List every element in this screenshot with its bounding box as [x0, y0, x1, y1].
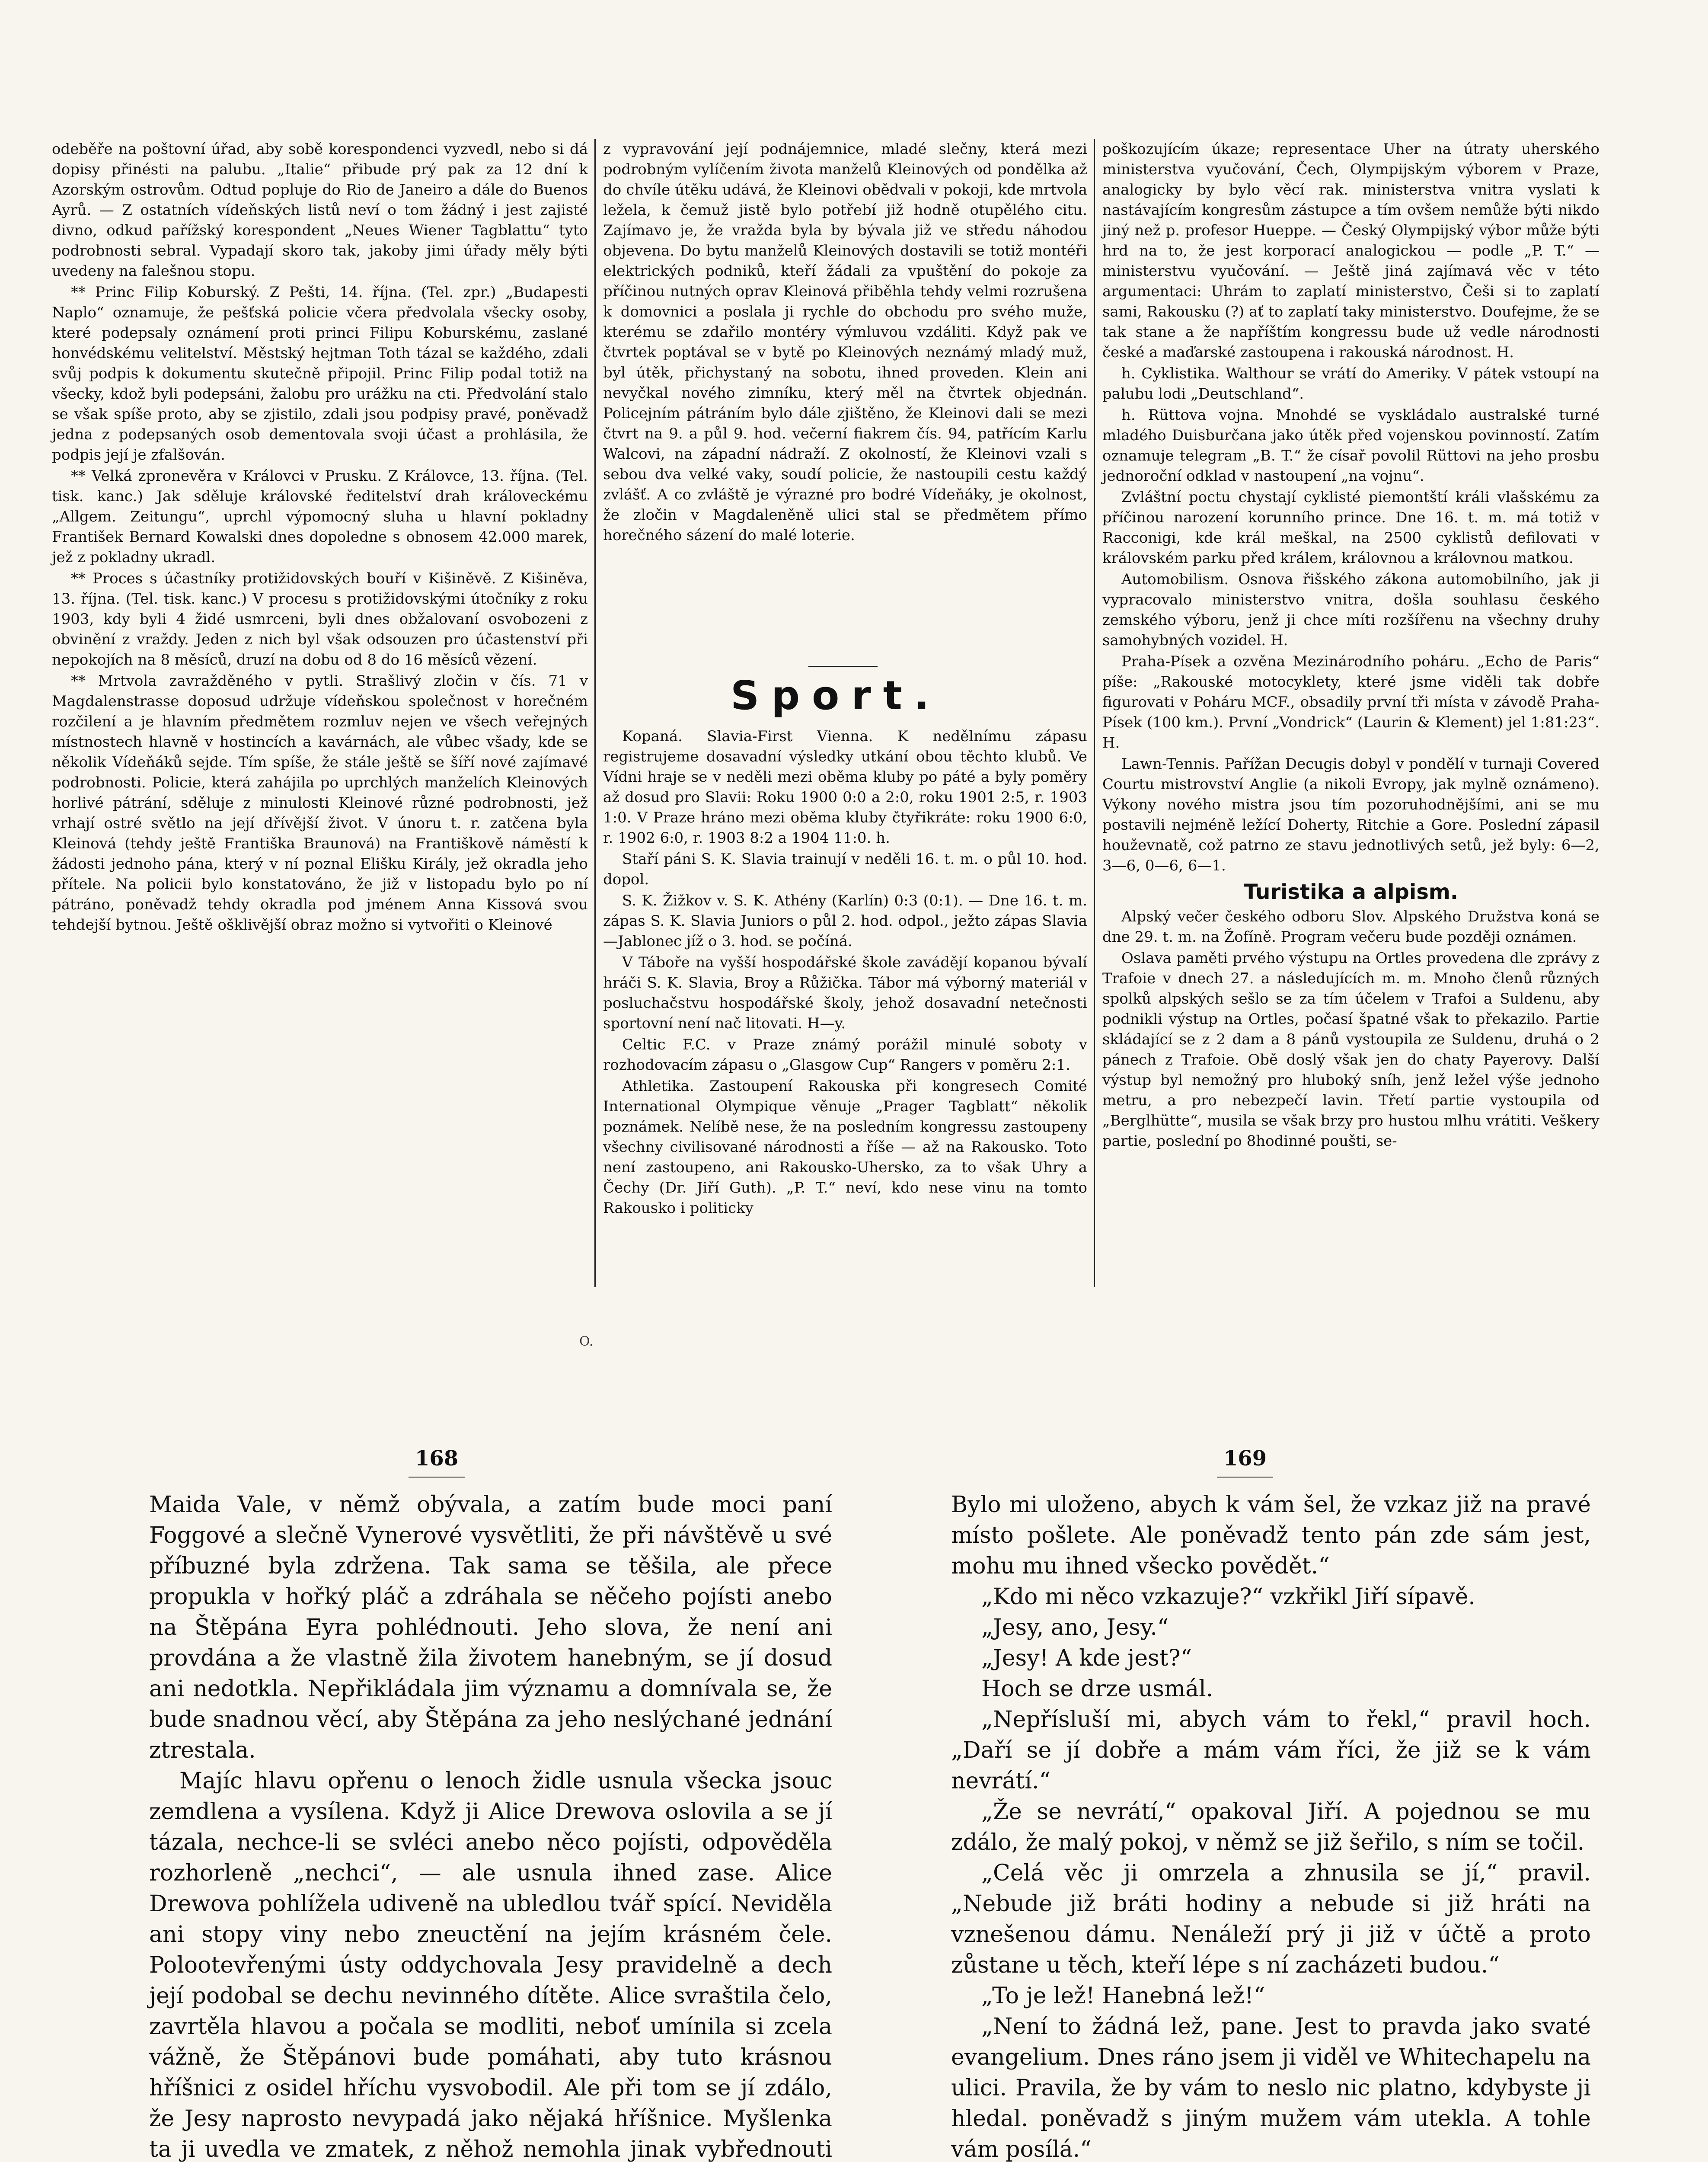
article-paragraph: h. Cyklistika. Walthour se vrátí do Ameriky. V pátek vstoupí na palubu lodi „Deutschland“. — [1102, 365, 1599, 403]
turistika-heading: Turistika a alpism. — [1243, 880, 1459, 904]
article-paragraph: h. Rüttova vojna. Mnohdé se vyskládalo australské turné mladého Duisburčana jako útěk před vojenskou povinností. Zatím oznamuje telegram „B. T.“ že císař povolil Rüttovi na jeho prosbu jednoroční odklad v nastoupení „na vojnu“. — [1102, 406, 1599, 485]
page-number-rule — [1217, 1477, 1273, 1478]
book-paragraph: „Nepřísluší mi, abych vám to řekl,“ pravil hoch. „Daří se jí dobře a mám vám říci, že již se k vám nevrátí.“ — [951, 1707, 1591, 1794]
section-divider — [808, 666, 878, 667]
book-paragraph: „Kdo mi něco vzkazuje?“ vzkřikl Jiří sípavě. — [981, 1584, 1475, 1610]
article-paragraph: Lawn-Tennis. Pařížan Decugis dobyl v pondělí v turnaji Covered Courtu mistrovství Anglie (a nikoli Evropy, jak mylně oznámeno). Výkony nového mistra jsou tím pozoruhodnějšími, ani se mu postavili nejméně ležící Doherty, Ritchie a Gore. Poslední zápasil houževnatě, což patrno ze stavu jednotlivých setů, jež byly: 6—2, 3—6, 0—6, 6—1. — [1102, 755, 1599, 874]
sport-item: Kopaná. Slavia-First Vienna. K nedělnímu zápasu registrujeme dosavadní výsledky utkání obou těchto klubů. Ve Vídni hraje se v neděli mezi oběma kluby po páté a byly poměry až dosud pro Slavii: Roku 1900 0:0 a 2:0, roku 1901 2:5, r. 1903 1:0. V Praze hráno mezi oběma kluby čtyřikráte: roku 1900 6:0, r. 1902 6:0, r. 1903 8:2 a 1904 11:0. h. — [603, 728, 1087, 847]
book-paragraph: Hoch se drze usmál. — [981, 1676, 1213, 1702]
sport-item: V Táboře na vyšší hospodářské škole zavádějí kopanou bývalí hráči S. K. Slavia, Broy a Růžička. Tábor má výborný materiál v posluchačstvu hospodářské školy, jehož dosavadní netečnosti sportovní není nač litovati. H—y. — [603, 954, 1087, 1032]
sport-item: S. K. Žižkov v. S. K. Athény (Karlín) 0:3 (0:1). — Dne 16. t. m. zápas S. K. Slavia Juniors o půl 2. hod. odpol., ježto zápas Slavia—Jablonec jíž o 3. hod. se počíná. — [603, 892, 1087, 950]
sport-item: Celtic F.C. v Praze známý porážil minulé soboty v rozhodovacím zápasu o „Glasgow Cup“ Rangers v poměru 2:1. — [603, 1036, 1087, 1074]
book-paragraph: „Není to žádná lež, pane. Jest to pravda jako svaté evangelium. Dnes ráno jsem ji viděl ve Whitechapelu na ulici. Pravila, že by vám to neslo nic platno, kdybyste ji hledal. poněvadž s jiným mužem vám utekla. A tohle vám posílá.“ — [951, 2014, 1591, 2162]
newspaper-column-2 — [603, 139, 1087, 547]
article-paragraph: odeběře na poštovní úřad, aby sobě korespondenci vyzvedl, nebo si dá dopisy přinésti na palubu. „Italie“ přibude prý pak za 12 dní k Azorským ostrovům. Odtud popluje do Rio de Janeiro a dále do Buenos Ayrů. — Z ostatních vídeňských listů neví o tom žádný i jest zajisté divno, odkud pařížský korespondent „Neues Wiener Tagblattu“ tyto podrobnosti sebral. Vypadají skoro tak, jakoby jimi úřady měly býti uvedeny na falešnou stopu. — [52, 141, 588, 280]
book-paragraph: Bylo mi uloženo, abych k vám šel, že vzkaz již na pravé místo pošlete. Ale poněvadž tento pán zde sám jest, mohu mu ihned všecko povědět.“ — [951, 1492, 1591, 1579]
book-page-left — [149, 1490, 832, 2162]
turistika-item: Oslava paměti prvého výstupu na Ortles provedena dle zprávy z Trafoie v dnech 27. a následujících m. m. Mnoho členů různých spolků alpských sešlo se za tím účelem v Trafoi a Suldenu, aby podnikli výstup na Ortles, počasí špatné však to překazilo. Partie skládající se z 2 dam a 8 pánů vystoupila ze Suldenu, druhá o 2 pánech z Trafoie. Obě doslý však jen do chaty Payerovy. Další výstup byl nemožný pro hluboký sníh, jenž ležel výše jednoho metru, a pro nebezpečí lavin. Třetí partie vystoupila od „Berglhütte“, musila se však brzy pro hustou mlhu vrátiti. Veškery partie, poslední po 8hodinné poušti, se- — [1102, 950, 1599, 1150]
book-paragraph: Majíc hlavu opřenu o lenoch židle usnula všecka jsouc zemdlena a vysílena. Když ji Alice Drewova oslovila a se jí tázala, nechce-li se svléci anebo něco pojísti, odpověděla rozhorleně „nechci“, — ale usnula ihned zase. Alice Drewova pohlížela udiveně na ubledlou tvář spící. Neviděla ani stopy viny nebo zneuctění na jejím krásném čele. Polootevřenými ústy oddychovala Jesy pravidelně a dech její podobal se dechu nevinného dítěte. Alice svraštila čelo, zavrtěla hlavou a počala se modliti, neboť umínila si zcela vážně, že Štěpánovi bude pomáhati, aby tuto krásnou hříšnici z osidel hříchu vysvobodil. Ale při tom se jí zdálo, že Jesy naprosto nevypadá jako nějaká hříšnice. Myšlenka ta ji uvedla ve zmatek, z něhož nemohla jinak vybřednouti — [149, 1768, 832, 2162]
article-paragraph: Praha-Písek a ozvěna Mezinárodního poháru. „Echo de Paris“ píše: „Rakouské motocyklety, které jsme viděli tak dobře figurovati v Poháru MCF., obsadily první tři místa v závodě Praha-Písek (100 km.). První „Vondrick“ (Laurin & Klement) jel 1:81:23“. H. — [1102, 653, 1599, 752]
article-paragraph: ** Princ Filip Koburský. Z Pešti, 14. října. (Tel. zpr.) „Budapesti Naplo“ oznamuje, že pešťská policie včera předvolala všecky osoby, které podepsaly oznámení proti princi Filipu Koburskému, zaslané honvédskému velitelství. Městský hejtman Toth tázal se každého, zdali svůj podpis k dokumentu skutečně připojil. Princ Filip podal totiž na všecky, kdož byli podepsáni, žalobu pro urážku na cti. Předvolání stalo se však spíše proto, aby se zjistilo, zdali jsou podpisy pravé, poněvadž jedna z podepsaných osob dementovala svoji účast a prohlásila, že podpis její je zfalšován. — [52, 284, 588, 464]
sport-item: Athletika. Zastoupení Rakouska při kongresech Comité International Olympique věnuje „Prager Tagblatt“ několik poznámek. Nelíbě nese, že na posledním kongressu zastoupeny všechny civilisované národnosti a říše — až na Rakousko. Toto není zastoupeno, ani Rakousko-Uhersko, za to však Uhry a Čechy (Dr. Jiří Guth). „P. T.“ neví, kdo nese vinu na tomto Rakousko i politicky — [603, 1078, 1087, 1217]
book-paragraph: „Jesy! A kde jest?“ — [981, 1645, 1192, 1671]
sport-heading: Sport. — [731, 672, 942, 719]
page-number-rule — [409, 1477, 465, 1478]
book-paragraph: „Že se nevrátí,“ opakoval Jiří. A pojednou se mu zdálo, že malý pokoj, v němž se již šeřilo, s ním se točil. — [951, 1799, 1591, 1855]
book-paragraph: „Jesy, ano, Jesy.“ — [981, 1615, 1169, 1641]
turistika-item: Alpský večer českého odboru Slov. Alpského Družstva koná se dne 29. t. m. na Žofíně. Program večeru bude později oznámen. — [1102, 908, 1599, 946]
book-page-number-right: 169 — [1223, 1446, 1267, 1471]
article-paragraph: Zvláštní poctu chystají cyklisté piemontští králi vlašskému za příčinou narození korunního prince. Dne 16. t. m. má totiž v Racconigi, kde král meškal, na 2500 cyklistů defilovati v královském parku před králem, královnou a královnou matkou. — [1102, 489, 1599, 567]
article-paragraph: ** Proces s účastníky protižidovských bouří v Kišiněvě. Z Kišiněva, 13. října. (Tel. tisk. kanc.) V procesu s protižidovskými útočníky z roku 1903, kdy byli 4 židé usmrceni, byli dnes obžalovaní osvobozeni z obvinění z vraždy. Jeden z nich byl však odsouzen pro účastenství při nepokojích na 8 měsíců, druzí na dobu od 8 do 16 měsíců vězení. — [52, 570, 588, 668]
sport-section — [603, 726, 1087, 1219]
book-page-right — [951, 1490, 1591, 2162]
book-paragraph: Maida Vale, v němž obývala, a zatím bude moci paní Foggové a slečně Vynerové vysvětliti, že při návštěvě u své příbuzné byla zdržena. Tak sama se těšila, ale přece propukla v hořký pláč a zdráhala se něčeho pojísti anebo na Štěpána Eyra pohlédnouti. Jeho slova, že není ani provdána a že vlastně žila životem hanebným, se jí dosud ani nedotkla. Nepřikládala jim významu a domnívala se, že bude snadnou věcí, aby Štěpána za jeho neslýchané jednání ztrestala. — [149, 1492, 832, 1763]
column-divider — [594, 139, 596, 1287]
article-paragraph: poškozujícím úkaze; representace Uher na útraty uherského ministerstva vyučování, Čech, Olympijským výborem v Praze, analogicky by bylo věcí rak. ministerstva vnitra vyslati k nastávajícím kongresům zástupce a tím ovšem nemůže býti nikdo jiný než p. profesor Hueppe. — Český Olympijský výbor může býti hrd na to, že jest korporací analogickou — podle „P. T.“ — ministerstvu vyučování. — Ještě jiná zajímavá věc v této argumentaci: Uhrám to zaplatí ministerstvo, Češi si to zaplatí sami, Rakousku (?) ať to zaplatí taky ministerstvo. Doufejme, že se tak stane a že napříštím kongressu bude už vedle národnosti české a maďarské zastoupena i rakouská národnost. H. — [1102, 141, 1599, 361]
corner-mark: O. — [579, 1334, 594, 1349]
newspaper-column-3 — [1102, 139, 1599, 1152]
article-paragraph: z vypravování její podnájemnice, mladé slečny, která mezi podrobným vylíčením života manželů Kleinových od pondělka až do chvíle útěku udává, že Kleinovi obědvali v pokoji, kde mrtvola ležela, k čemuž jistě bylo potřebí již hodně otupělého citu. Zajímavo je, že vražda byla by bývala již ve středu náhodou objevena. Do bytu manželů Kleinových dostavili se totiž montéři elektrických podniků, kteří žádali za vpuštění do pokoje za příčinou nutných oprav Kleinová přiběhla tehdy velmi rozrušena k domovnici a poslala ji rychle do obchodu pro svého muže, kterému se zdařilo montéry výmluvou vzdáliti. Když pak ve čtvrtek poptával se v bytě po Kleinových neznámý mladý muž, byl útěk, přichystaný na sobotu, ihned proveden. Klein ani nevyčkal nového zimníku, který měl na čtvrtek objednán. Policejním pátráním bylo dále zjištěno, že Kleinovi dali se mezi čtvrt na 9. a půl 9. hod. večerní fiakrem čís. 94, patřícím Karlu Walcovi, na západní nádraží. Z okolností, že Kleinovi vzali s sebou dva velké vaky, soudí policie, že nastoupili cestu každý zvlášť. A co zvláště je výrazné pro bodré Vídeňáky, je okolnost, že zločin v Magdaleněně ulici stal se předmětem přímo horečného sázení do malé loterie. — [603, 141, 1087, 544]
newspaper-column-1 — [52, 139, 588, 936]
article-paragraph: ** Velká zpronevěra v Královci v Prusku. Z Královce, 13. října. (Tel. tisk. kanc.) Jak sděluje královské ředitelství drah královeckému „Allgem. Zeitungu“, uprchl výpomocný sluha u hlavní pokladny František Bernard Kowalski dnes dopoledne s obnosem 42.000 marek, jež z pokladny ukradl. — [52, 467, 588, 566]
book-paragraph: „Celá věc ji omrzela a zhnusila se jí,“ pravil. „Nebude již bráti hodiny a nebude si již hráti na vznešenou dámu. Nenáleží prý ji již v účtě a proto zůstane u těch, kteří lépe s ní zacházeti budou.“ — [951, 1860, 1591, 1978]
article-paragraph: Automobilism. Osnova řišského zákona automobilního, jak ji vypracovalo ministerstvo vnitra, došla souhlasu českého zemského výboru, jenž ji chce míti rozšířenu na všechny druhy samohybných vozidel. H. — [1102, 571, 1599, 649]
sport-item: Staří páni S. K. Slavia trainují v neděli 16. t. m. o půl 10. hod. dopol. — [603, 851, 1087, 888]
book-page-number-left: 168 — [415, 1446, 459, 1471]
book-paragraph: „To je lež! Hanebná lež!“ — [981, 1983, 1265, 2009]
column-divider — [1094, 139, 1095, 1287]
article-paragraph: ** Mrtvola zavražděného v pytli. Strašlivý zločin v čís. 71 v Magdalenstrasse doposud udržuje vídeňskou společnost v horečném rozčilení a je hlavním předmětem rozmluv nejen ve všech veřejných místnostech hlavně v hostincích a kavárnách, ale vůbec všady, kde se několik Vídeňáků sejde. Tím spíše, že stále ještě se šíří nové zajímavé podrobnosti. Policie, která zahájila po uprchlých manželích Kleinových horlivé pátrání, sděluje z minulosti Kleinové různé podrobnosti, jež vrhají ostré světlo na její dřívější život. V únoru t. r. zatčena byla Kleinová (tehdy ještě Františka Braunová) na Františkově náměstí k žádosti jednoho pána, který v ní poznal Elišku Király, jež okradla jeho přítele. Na policii bylo konstatováno, že již v listopadu bylo po ní pátráno, poněvadž tehdy okradla pod jménem Anna Kissová svou tehdejší bytnou. Ještě ošklivější obraz možno si vytvořiti o Kleinové — [52, 672, 588, 934]
